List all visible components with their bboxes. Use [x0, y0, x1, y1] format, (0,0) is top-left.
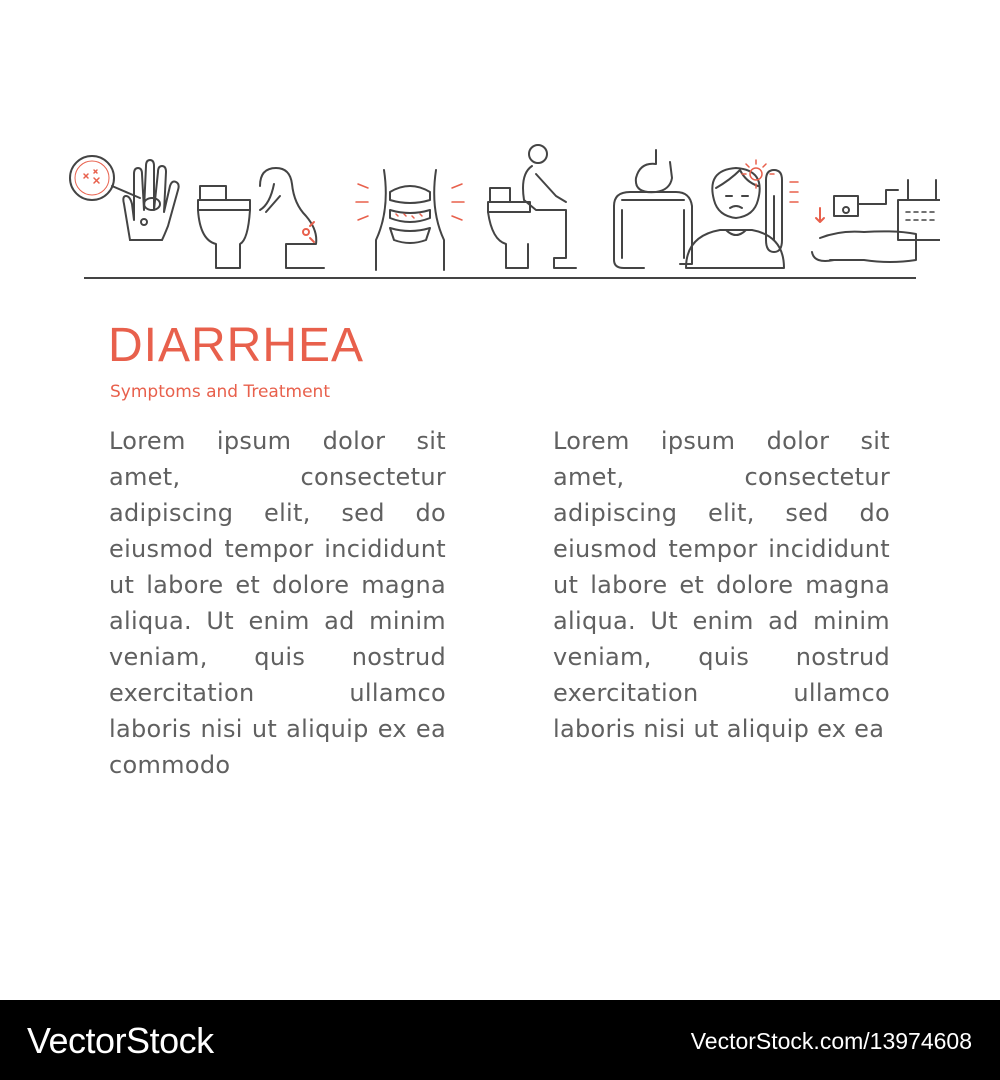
- symptom-icon-strip: [60, 140, 940, 280]
- germ-hand-icon: [70, 156, 179, 240]
- body-text-right-column: Lorem ipsum dolor sit amet, consectetur adipiscing elit, sed do eiusmod tempor incididunt ut labore et dolore magna aliqua. Ut enim ad minim veniam, quis nostrud exercitation ullamco laboris nisi ut aliquip ex ea: [553, 427, 890, 743]
- iv-drip-arm-icon: [812, 180, 940, 262]
- person-on-toilet-icon: [488, 145, 576, 268]
- stock-image-id: VectorStock.com/13974608: [690, 1028, 972, 1054]
- divider-line: [84, 277, 916, 279]
- body-text-left-column: Lorem ipsum dolor sit amet, consectetur adipiscing elit, sed do eiusmod tempor incididunt ut labore et dolore magna aliqua. Ut enim ad minim veniam, quis nostrud exercitation ullamco laboris nisi ut aliquip ex ea commodo: [109, 427, 446, 779]
- intestine-pain-icon: [356, 170, 464, 270]
- page-subtitle: Symptoms and Treatment: [110, 382, 330, 402]
- page-title: DIARRHEA: [108, 319, 365, 372]
- brand-logo-text: VectorStock: [27, 1020, 214, 1061]
- vomiting-person-icon: [198, 168, 324, 268]
- sad-woman-icon: [686, 168, 784, 268]
- footer-bar: [0, 1000, 1000, 1080]
- digestive-tract-icon: [614, 150, 692, 268]
